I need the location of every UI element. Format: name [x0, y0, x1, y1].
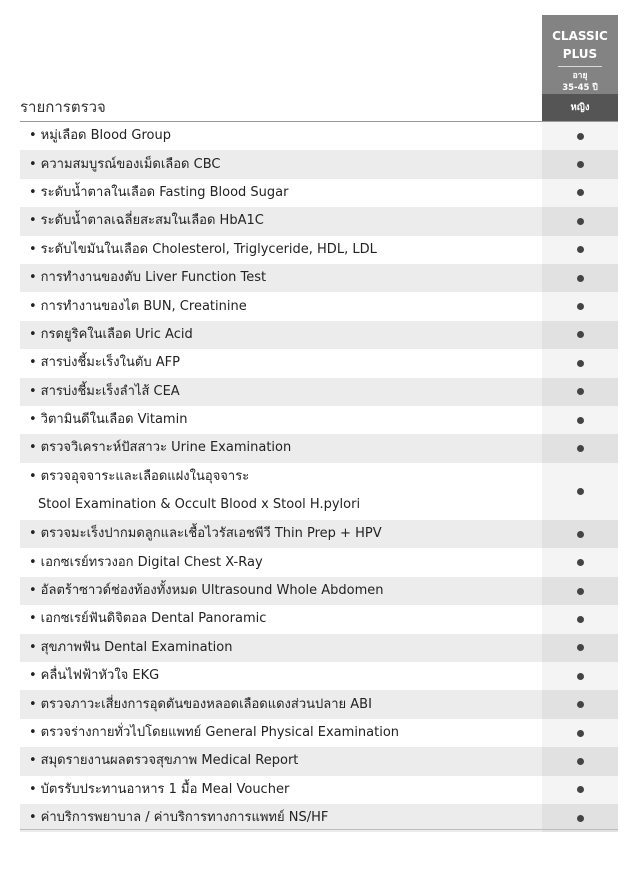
row-label-text: สมุดรายงานผลตรวจสุขภาพ Medical Report: [40, 753, 299, 769]
row-label-text: บัตรรับประทานอาหาร 1 มื้อ Meal Voucher: [40, 781, 290, 797]
row-label: [20, 520, 542, 548]
package-mark-cell: [542, 321, 618, 349]
row-label-text: ตรวจร่างกายทั่วไปโดยแพทย์ General Physical Examination: [40, 725, 400, 740]
row-label-line1: [29, 753, 298, 768]
bullet: •: [29, 725, 37, 740]
row-label-line1: [29, 810, 328, 825]
row-label: [20, 804, 542, 832]
bullet: •: [29, 696, 37, 712]
row-label: [20, 662, 542, 690]
table-row: [20, 690, 618, 718]
row-label-line1: [29, 299, 247, 314]
bullet: •: [29, 184, 37, 200]
row-label-text: สารบ่งชี้มะเร็งลำไส้ CEA: [40, 383, 180, 399]
package-mark-cell: [542, 349, 618, 377]
row-label-line1: [29, 213, 264, 228]
row-label-line1: [29, 185, 288, 200]
table-row: [20, 662, 618, 690]
package-mark-cell: [542, 690, 618, 718]
row-label-text: สารบ่งชี้มะเร็งในตับ AFP: [40, 355, 180, 371]
bullet: •: [29, 753, 37, 769]
row-label: [20, 293, 542, 321]
row-label: [20, 151, 542, 179]
table-row: [20, 378, 618, 406]
row-label-text: เอกซเรย์ทรวงอก Digital Chest X-Ray: [40, 554, 263, 570]
bullet: •: [29, 668, 37, 684]
row-label-line1: [29, 355, 180, 370]
package-mark-cell: [542, 719, 618, 747]
included-dot-icon: [577, 133, 584, 140]
row-label-text: หมู่เลือด Blood Group: [40, 128, 172, 144]
package-mark-cell: [542, 150, 618, 178]
package-mark-cell: [542, 662, 618, 690]
table-row: [20, 321, 618, 349]
row-label: [20, 719, 542, 747]
included-dot-icon: [577, 531, 584, 538]
row-label: [20, 776, 542, 804]
package-gender: หญิง: [542, 94, 618, 121]
row-label-text: การทำงานของไต BUN, Creatinine: [40, 298, 247, 314]
row-label-text: ระดับไขมันในเลือด Cholesterol, Triglyceride, HDL, LDL: [40, 241, 377, 257]
bullet: •: [29, 526, 37, 542]
included-dot-icon: [577, 189, 584, 196]
row-label: [20, 378, 542, 406]
bullet: •: [29, 781, 37, 797]
row-label-line1: [29, 327, 193, 342]
package-age-range: 35-45 ปี: [562, 83, 598, 93]
table-row: [20, 719, 618, 747]
table-row: [20, 577, 618, 605]
bullet: •: [29, 298, 37, 314]
bullet: •: [29, 213, 37, 229]
row-label-line1: [29, 725, 399, 740]
table-row: [20, 349, 618, 377]
row-label: [20, 605, 542, 633]
included-dot-icon: [577, 246, 584, 253]
included-dot-icon: [577, 559, 584, 566]
package-age-label: อายุ: [572, 71, 588, 81]
row-label-text: ระดับน้ำตาลในเลือด Fasting Blood Sugar: [40, 184, 289, 200]
row-label-text: สุขภาพฟัน Dental Examination: [40, 639, 233, 655]
bullet: •: [29, 469, 37, 485]
row-label-text: อัลตร้าซาวด์ช่องท้องทั้งหมด Ultrasound Whole Abdomen: [40, 583, 384, 599]
included-dot-icon: [577, 303, 584, 310]
row-label: [20, 634, 542, 662]
bullet: •: [29, 355, 37, 371]
row-label-line1: [29, 384, 180, 399]
row-label: [20, 463, 542, 519]
included-dot-icon: [577, 445, 584, 452]
row-label: [20, 264, 542, 292]
row-label: [20, 236, 542, 264]
table-row: [20, 434, 618, 462]
package-mark-cell: [542, 434, 618, 462]
package-name-line2: PLUS: [562, 47, 598, 61]
included-dot-icon: [577, 388, 584, 395]
row-label-line1: [29, 526, 382, 541]
bullet: •: [29, 440, 37, 456]
table-row: [20, 548, 618, 576]
row-label-line1: [29, 270, 266, 285]
package-mark-cell: [542, 776, 618, 804]
package-mark-cell: [542, 122, 618, 150]
row-label-line1: [29, 782, 289, 797]
package-header: [542, 15, 618, 94]
included-dot-icon: [577, 275, 584, 282]
bullet: •: [29, 326, 37, 342]
row-label-text: ความสมบูรณ์ของเม็ดเลือด CBC: [40, 156, 221, 172]
table-row: [20, 463, 618, 520]
included-dot-icon: [577, 417, 584, 424]
package-mark-cell: [542, 463, 618, 520]
row-label-line1: [29, 611, 266, 626]
table-row: [20, 776, 618, 804]
table-row: [20, 634, 618, 662]
package-name: [542, 27, 618, 63]
package-mark-cell: [542, 292, 618, 320]
table-row: [20, 207, 618, 235]
row-label-line1: [29, 412, 187, 427]
package-mark-cell: [542, 747, 618, 775]
bullet: •: [29, 241, 37, 257]
package-mark-cell: [542, 577, 618, 605]
table-row: [20, 406, 618, 434]
row-label-text: ตรวจภาวะเสี่ยงการอุดตันของหลอดเลือดแดงส่วนปลาย ABI: [40, 696, 372, 712]
row-label: [20, 179, 542, 207]
table-row: [20, 236, 618, 264]
included-dot-icon: [577, 644, 584, 651]
included-dot-icon: [577, 815, 584, 822]
table-row: [20, 150, 618, 178]
package-mark-cell: [542, 207, 618, 235]
package-mark-cell: [542, 406, 618, 434]
included-dot-icon: [577, 758, 584, 765]
table-row: [20, 292, 618, 320]
table-row: [20, 264, 618, 292]
row-label-line1: [29, 440, 291, 455]
bullet: •: [29, 639, 37, 655]
row-label: [20, 434, 542, 462]
bullet: •: [29, 412, 37, 428]
package-mark-cell: [542, 605, 618, 633]
row-label: [20, 691, 542, 719]
bullet: •: [29, 383, 37, 399]
bullet: •: [29, 583, 37, 599]
included-dot-icon: [577, 730, 584, 737]
table-bottom-divider: [20, 829, 618, 830]
bullet: •: [29, 270, 37, 286]
row-label-text: เอกซเรย์ฟันดิจิตอล Dental Panoramic: [40, 611, 267, 627]
row-label: [20, 577, 542, 605]
row-label: [20, 349, 542, 377]
package-mark-cell: [542, 264, 618, 292]
included-dot-icon: [577, 673, 584, 680]
included-dot-icon: [577, 588, 584, 595]
included-dot-icon: [577, 161, 584, 168]
table-row: [20, 122, 618, 150]
package-age: [542, 70, 618, 94]
row-label-line1: [29, 555, 263, 570]
included-dot-icon: [577, 616, 584, 623]
included-dot-icon: [577, 786, 584, 793]
row-label-text: ตรวจอุจจาระและเลือดแฝงในอุจจาระ: [40, 469, 250, 485]
row-label: [20, 549, 542, 577]
included-dot-icon: [577, 331, 584, 338]
package-mark-cell: [542, 179, 618, 207]
row-label-text: ตรวจวิเคราะห์ปัสสาวะ Urine Examination: [40, 440, 292, 456]
included-dot-icon: [577, 701, 584, 708]
checkup-list: [20, 122, 618, 832]
table-row: [20, 179, 618, 207]
row-label-text: กรดยูริคในเลือด Uric Acid: [40, 326, 193, 342]
row-label-line1: [29, 668, 159, 683]
row-label-line1: [29, 242, 377, 257]
row-label-line1: [29, 583, 384, 598]
package-mark-cell: [542, 804, 618, 832]
row-label-line1: [29, 640, 232, 655]
row-label-text: วิตามินดีในเลือด Vitamin: [40, 412, 188, 428]
bullet: •: [29, 128, 37, 144]
row-label: [20, 321, 542, 349]
row-label-text: การทำงานของตับ Liver Function Test: [40, 270, 267, 286]
row-label: [20, 406, 542, 434]
included-dot-icon: [577, 360, 584, 367]
row-label-text: ตรวจมะเร็งปากมดลูกและเชื้อไวรัสเอชพีวี Thin Prep + HPV: [40, 526, 382, 542]
package-divider: [558, 66, 602, 67]
row-label: [20, 207, 542, 235]
table-row: [20, 605, 618, 633]
bullet: •: [29, 156, 37, 172]
table-title: รายการตรวจ: [20, 98, 106, 116]
bullet: •: [29, 810, 37, 826]
row-label-line2: Stool Examination & Occult Blood x Stool H.pylori: [38, 497, 361, 513]
row-label-line1: [29, 697, 372, 712]
row-label-text: คลื่นไฟฟ้าหัวใจ EKG: [40, 668, 160, 684]
row-label-text: ค่าบริการพยาบาล / ค่าบริการทางการแพทย์ NS/HF: [40, 810, 329, 826]
package-mark-cell: [542, 634, 618, 662]
package-mark-cell: [542, 520, 618, 548]
row-label: [20, 747, 542, 775]
package-mark-cell: [542, 236, 618, 264]
row-label: [20, 122, 542, 150]
row-label-line1: [29, 157, 220, 172]
table-row: [20, 747, 618, 775]
row-label-line1: [29, 128, 171, 143]
bullet: •: [29, 611, 37, 627]
included-dot-icon: [577, 488, 584, 495]
table-row: [20, 520, 618, 548]
package-mark-cell: [542, 378, 618, 406]
row-label-line1: [29, 469, 249, 484]
included-dot-icon: [577, 218, 584, 225]
bullet: •: [29, 554, 37, 570]
package-name-line1: CLASSIC: [552, 29, 608, 43]
row-label-text: ระดับน้ำตาลเฉลี่ยสะสมในเลือด HbA1C: [40, 213, 264, 229]
package-mark-cell: [542, 548, 618, 576]
